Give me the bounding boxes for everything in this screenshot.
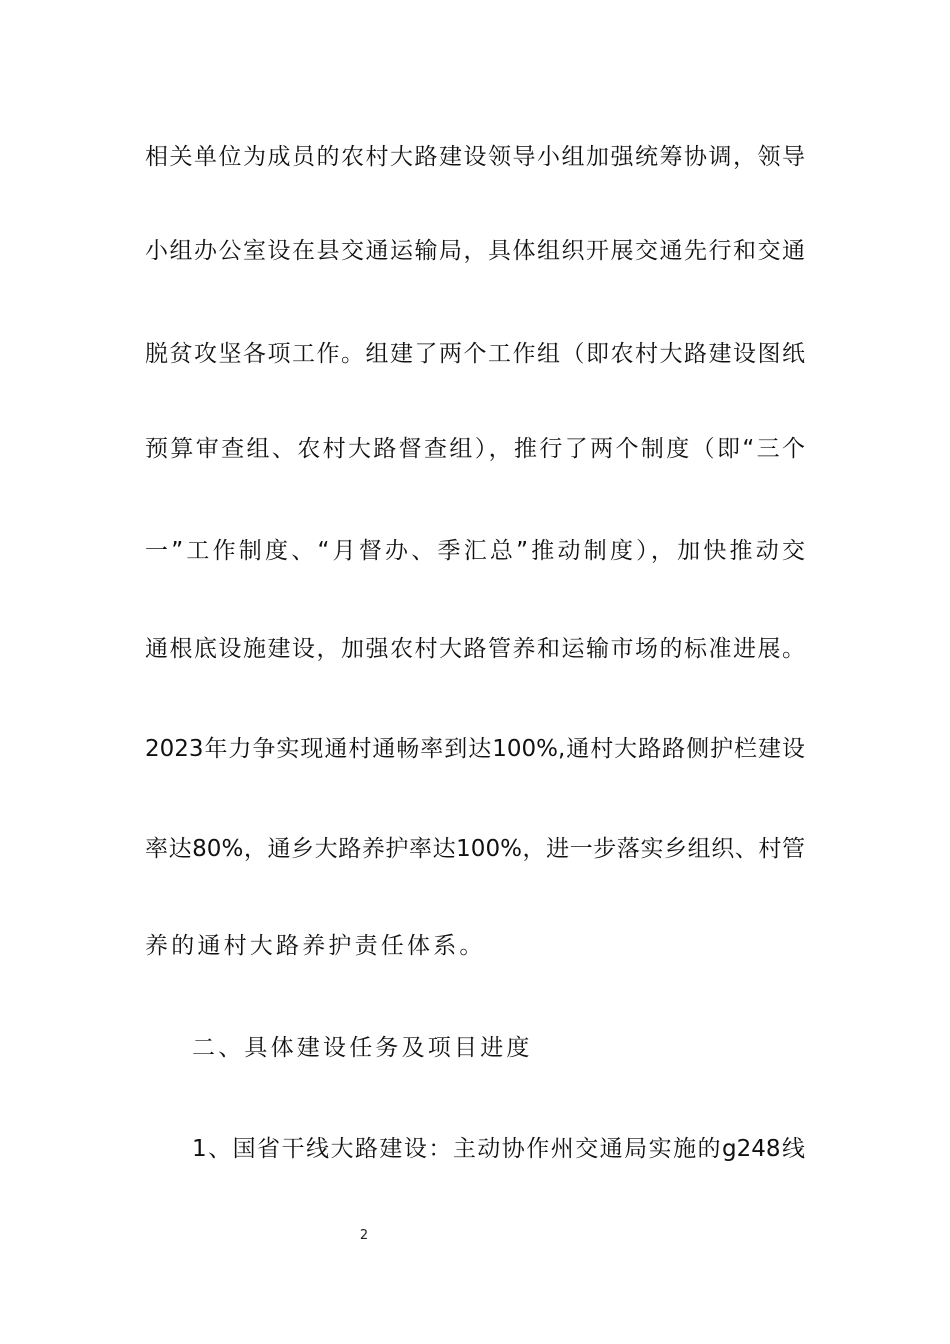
body-text-line-8: 率达80%，通乡大路养护率达100%，进一步落实乡组织、村管 — [145, 836, 805, 862]
body-text-line-3: 脱贫攻坚各项工作。组建了两个工作组（即农村大路建设图纸 — [145, 341, 805, 367]
body-text-line-9: 养的通村大路养护责任体系。 — [145, 933, 486, 959]
body-text-line-4: 预算审查组、农村大路督查组），推行了两个制度（即“三个 — [145, 436, 805, 462]
body-text-line-6: 通根底设施建设，加强农村大路管养和运输市场的标准进展。 — [145, 636, 805, 662]
body-text-line-7: 2023年力争实现通村通畅率到达100%,通村大路路侧护栏建设 — [145, 736, 805, 762]
section-heading: 二、具体建设任务及项目进度 — [192, 1035, 533, 1061]
page-number: 2 — [359, 1228, 369, 1243]
body-text-line-5: 一”工作制度、“月督办、季汇总”推动制度），加快推动交 — [145, 538, 805, 564]
body-text-line-1: 相关单位为成员的农村大路建设领导小组加强统筹协调，领导 — [145, 144, 805, 170]
list-item-line: 1、国省干线大路建设：主动协作州交通局实施的g248线 — [192, 1136, 805, 1162]
body-text-line-2: 小组办公室设在县交通运输局，具体组织开展交通先行和交通 — [145, 238, 805, 264]
